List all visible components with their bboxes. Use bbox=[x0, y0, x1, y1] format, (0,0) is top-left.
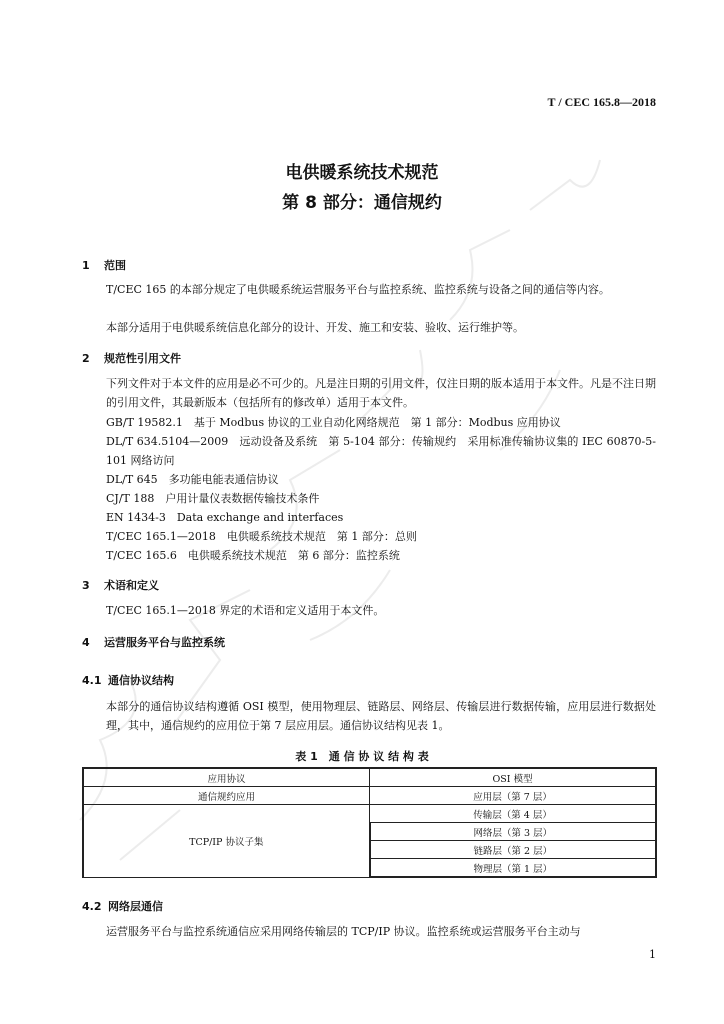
table-cell: 传输层（第 4 层） bbox=[370, 805, 656, 823]
reference-item: GB/T 19582.1 基于 Modbus 协议的工业自动化网络规范 第 1 部分：Modbus 应用协议 bbox=[106, 416, 561, 429]
section-1-paragraph-1: T/CEC 165 的本部分规定了电供暖系统运营服务平台与监控系统、监控系统与设备之间的通信等内容。 bbox=[106, 283, 610, 296]
table-cell: 应用层（第 7 层） bbox=[370, 787, 656, 805]
section-2-intro: 下列文件对于本文件的应用是必不可少的。凡是注日期的引用文件，仅注日期的版本适用于本文件。凡是不注日期的引用文件，其最新版本（包括所有的修改单）适用于本文件。 bbox=[106, 377, 656, 409]
table-header-cell: OSI 模型 bbox=[370, 768, 656, 787]
table-cell: TCP/IP 协议子集 bbox=[83, 805, 370, 878]
reference-item: T/CEC 165.1—2018 电供暖系统技术规范 第 1 部分：总则 bbox=[106, 530, 417, 543]
protocol-structure-table bbox=[82, 767, 657, 878]
section-title: 通信协议结构 bbox=[108, 674, 174, 687]
section-4-heading bbox=[82, 634, 225, 650]
section-1-paragraph-2: 本部分适用于电供暖系统信息化部分的设计、开发、施工和安装、验收、运行维护等。 bbox=[106, 321, 524, 334]
section-number: 3 bbox=[82, 579, 90, 592]
section-title: 网络层通信 bbox=[108, 900, 163, 913]
document-subtitle: 第 8 部分：通信规约 bbox=[282, 193, 442, 213]
section-2-heading bbox=[82, 350, 181, 366]
section-3-paragraph: T/CEC 165.1—2018 界定的术语和定义适用于本文件。 bbox=[106, 604, 385, 617]
section-number: 4 bbox=[82, 636, 90, 649]
section-title: 运营服务平台与监控系统 bbox=[104, 636, 225, 649]
table-header-row bbox=[83, 768, 656, 787]
section-number: 4.1 bbox=[82, 674, 102, 687]
table-cell: 网络层（第 3 层） bbox=[370, 823, 656, 841]
reference-item: DL/T 645 多功能电能表通信协议 bbox=[106, 473, 279, 486]
document-code: T / CEC 165.8—2018 bbox=[547, 95, 656, 109]
reference-item: DL/T 634.5104—2009 远动设备及系统 第 5-104 部分：传输规约 采用标准传输协议集的 IEC 60870-5-101 网络访问 bbox=[106, 435, 656, 467]
table-caption: 表 1 通 信 协 议 结 构 表 bbox=[295, 750, 429, 763]
section-number: 2 bbox=[82, 352, 90, 365]
section-4-2-paragraph: 运营服务平台与监控系统通信应采用网络传输层的 TCP/IP 协议。监控系统或运营服务平台主动与 bbox=[106, 925, 581, 938]
table-cell: 物理层（第 1 层） bbox=[370, 859, 656, 878]
reference-item: T/CEC 165.6 电供暖系统技术规范 第 6 部分：监控系统 bbox=[106, 549, 400, 562]
table-header-cell: 应用协议 bbox=[83, 768, 370, 787]
section-title: 规范性引用文件 bbox=[104, 352, 181, 365]
table-row bbox=[83, 787, 656, 805]
table-cell: 通信规约应用 bbox=[83, 787, 370, 805]
section-number: 1 bbox=[82, 259, 90, 272]
section-4-1-heading bbox=[82, 672, 174, 688]
section-title: 术语和定义 bbox=[104, 579, 159, 592]
document-title: 电供暖系统技术规范 bbox=[285, 163, 439, 183]
section-4-1-paragraph: 本部分的通信协议结构遵循 OSI 模型，使用物理层、链路层、网络层、传输层进行数据传输，应用层进行数据处理，其中，通信规约的应用位于第 7 层应用层。通信协议结构见表 1。 bbox=[106, 700, 656, 732]
section-3-heading bbox=[82, 577, 159, 593]
section-title: 范围 bbox=[104, 259, 126, 272]
reference-item: CJ/T 188 户用计量仪表数据传输技术条件 bbox=[106, 492, 320, 505]
section-number: 4.2 bbox=[82, 900, 102, 913]
section-4-2-heading bbox=[82, 898, 163, 914]
reference-item: EN 1434-3 Data exchange and interfaces bbox=[106, 511, 344, 524]
page-number: 1 bbox=[649, 948, 656, 961]
table-row bbox=[83, 805, 656, 823]
table-cell: 链路层（第 2 层） bbox=[370, 841, 656, 859]
section-1-heading bbox=[82, 257, 126, 273]
